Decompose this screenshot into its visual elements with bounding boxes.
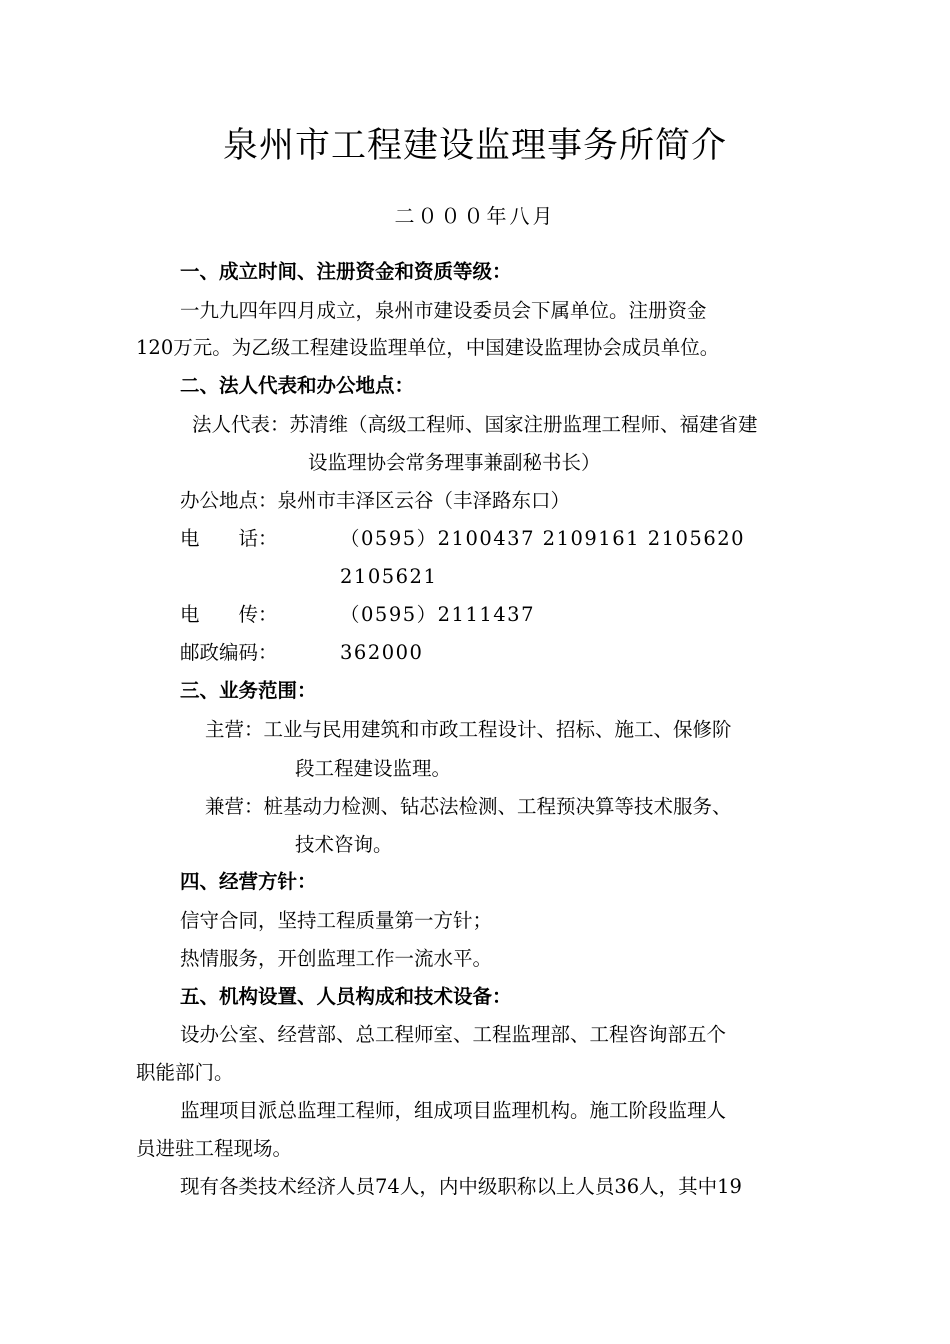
org-paragraph-1-line-2: 职能部门。 bbox=[136, 1061, 234, 1084]
main-business-line-2: 段工程建设监理。 bbox=[295, 757, 452, 780]
policy-line-2: 热情服务，开创监理工作一流水平。 bbox=[180, 947, 493, 970]
section-1-heading: 一、成立时间、注册资金和资质等级： bbox=[180, 260, 512, 283]
side-business-line-1: 兼营：桩基动力检测、钻芯法检测、工程预决算等技术服务、 bbox=[205, 795, 732, 818]
policy-line-1: 信守合同，坚持工程质量第一方针； bbox=[180, 909, 493, 932]
postcode-value: 362000 bbox=[340, 641, 424, 664]
org-paragraph-2-line-1: 监理项目派总监理工程师，组成项目监理机构。施工阶段监理人 bbox=[180, 1099, 727, 1122]
postcode-row bbox=[180, 640, 830, 666]
phone-value: （0595）2100437 2109161 2105620 bbox=[340, 527, 746, 550]
section-1-line-1: 一九九四年四月成立，泉州市建设委员会下属单位。注册资金 bbox=[180, 299, 707, 322]
main-business-line-1: 主营：工业与民用建筑和市政工程设计、招标、施工、保修阶 bbox=[205, 718, 732, 741]
legal-rep-line-1: 法人代表：苏清维（高级工程师、国家注册监理工程师、福建省建 bbox=[192, 413, 758, 436]
section-3-heading: 三、业务范围： bbox=[180, 679, 317, 702]
phone-row bbox=[180, 526, 830, 552]
section-1-line-2: 120万元。为乙级工程建设监理单位，中国建设监理协会成员单位。 bbox=[136, 336, 720, 359]
fax-row bbox=[180, 602, 830, 628]
fax-value: （0595）2111437 bbox=[340, 603, 535, 626]
org-paragraph-2-line-2: 员进驻工程现场。 bbox=[136, 1137, 293, 1160]
org-paragraph-3-line-1: 现有各类技术经济人员74人，内中级职称以上人员36人，其中19 bbox=[180, 1175, 742, 1198]
section-2-heading: 二、法人代表和办公地点： bbox=[180, 374, 415, 397]
org-paragraph-1-line-1: 设办公室、经营部、总工程师室、工程监理部、工程咨询部五个 bbox=[180, 1023, 727, 1046]
postcode-label: 邮政编码： bbox=[180, 641, 278, 664]
section-4-heading: 四、经营方针： bbox=[180, 870, 317, 893]
phone-value-continued: 2105621 bbox=[340, 565, 438, 588]
legal-rep-line-2: 设监理协会常务理事兼副秘书长） bbox=[308, 451, 601, 474]
phone-label: 电 话： bbox=[180, 527, 278, 550]
document-title: 泉州市工程建设监理事务所简介 bbox=[222, 126, 727, 166]
document-date: 二０００年八月 bbox=[394, 204, 556, 228]
section-5-heading: 五、机构设置、人员构成和技术设备： bbox=[180, 985, 512, 1008]
fax-label: 电 传： bbox=[180, 603, 278, 626]
side-business-line-2: 技术咨询。 bbox=[295, 833, 393, 856]
office-address: 办公地点：泉州市丰泽区云谷（丰泽路东口） bbox=[180, 489, 571, 512]
